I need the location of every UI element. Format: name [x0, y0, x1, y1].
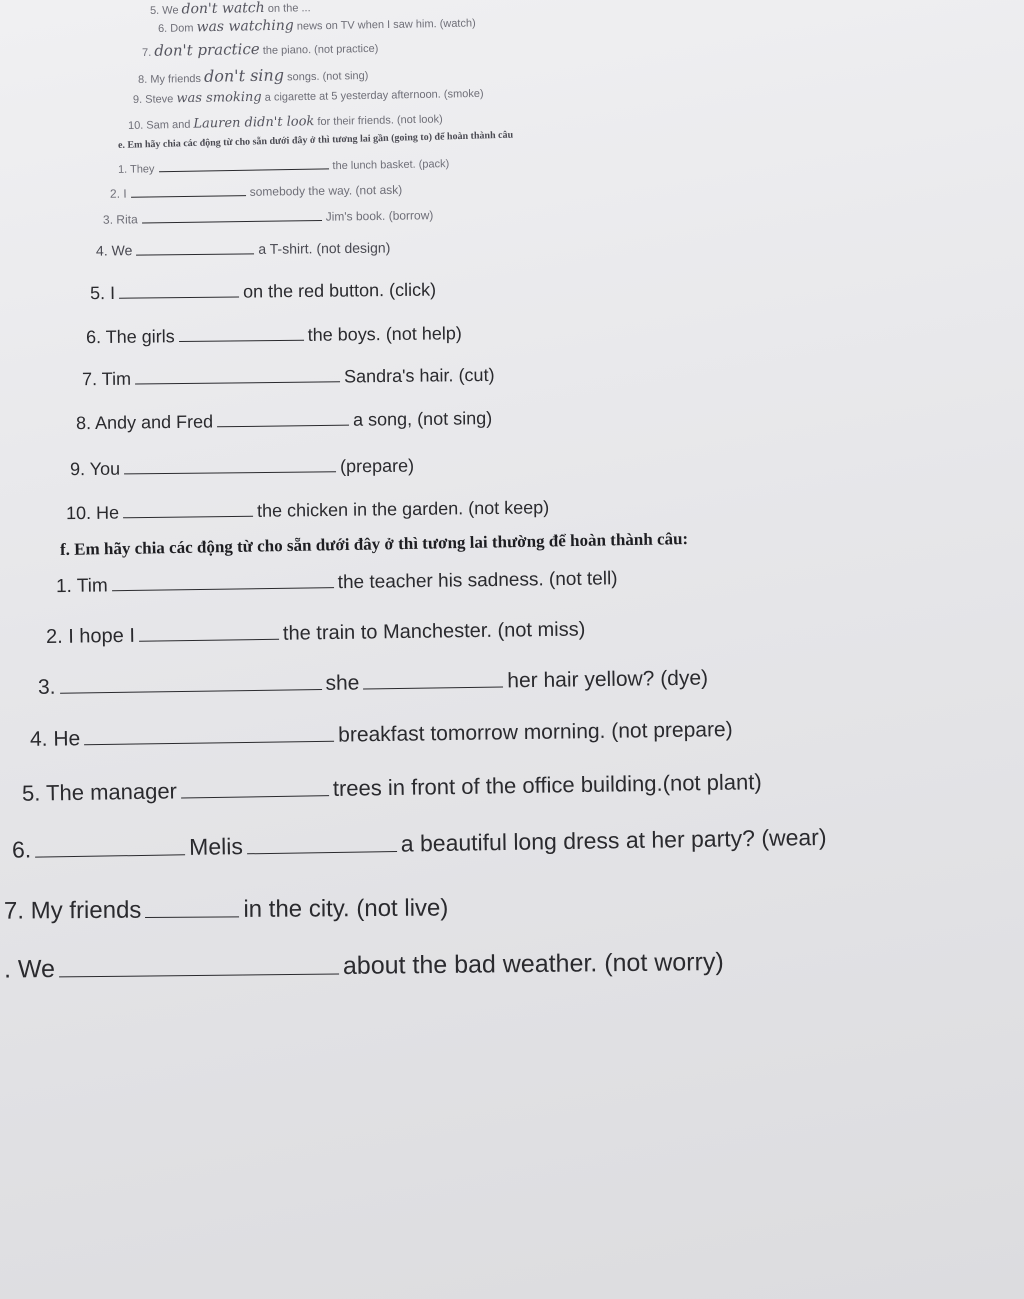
exercise-line: 5. I on the red button. (click)	[89, 279, 437, 304]
exercise-line: 2. I somebody the way. (not ask)	[109, 182, 403, 201]
section-f-heading: f. Em hãy chia các động từ cho sẵn dưới đây ở thì tương lai thường để hoàn thành câu:	[59, 529, 689, 559]
answer-blank	[363, 668, 503, 690]
handwritten-answer: don't watch	[181, 0, 265, 18]
exercise-line: 6. Melis a beautiful long dress at her party? (wear)	[11, 823, 827, 863]
answer-blank	[59, 950, 339, 976]
exercise-line: 2. I hope I the train to Manchester. (not miss)	[45, 618, 586, 648]
exercise-line: 9. Steve was smoking a cigarette at 5 yesterday afternoon. (smoke)	[132, 87, 484, 107]
handwritten-answer: don't practice	[154, 39, 260, 60]
exercise-line: 6. Dom was watching news on TV when I saw him. (watch)	[157, 17, 476, 36]
exercise-line: 8. Andy and Fred a song, (not sing)	[75, 408, 493, 434]
exercise-line: 7. don't practice the piano. (not practice)	[141, 39, 379, 60]
exercise-line: 3. she her hair yellow? (dye)	[37, 666, 709, 699]
section-e-heading: e. Em hãy chia các động từ cho sẵn dưới đây ở thì tương lai gần (going to) để hoàn thành câu	[117, 129, 514, 151]
exercise-line: 7. Tim Sandra's hair. (cut)	[81, 364, 495, 390]
answer-blank	[247, 830, 397, 854]
handwritten-answer: was watching	[196, 17, 294, 36]
exercise-line: 1. Tim the teacher his sadness. (not tell)	[55, 568, 618, 598]
answer-blank	[142, 209, 322, 223]
answer-blank	[181, 775, 329, 798]
answer-blank	[35, 833, 185, 857]
answer-blank	[123, 500, 253, 519]
exercise-line: . We about the bad weather. (not worry)	[3, 947, 724, 984]
answer-blank	[131, 184, 246, 197]
answer-blank	[136, 240, 254, 255]
answer-blank	[119, 280, 239, 298]
exercise-line: 1. They the lunch basket. (pack)	[117, 158, 450, 176]
answer-blank	[112, 570, 334, 591]
answer-blank	[139, 621, 279, 642]
exercise-line: 10. Sam and Lauren didn't look for their friends. (not look)	[127, 113, 443, 132]
exercise-line: 8. My friends don't sing songs. (not sing)	[137, 65, 369, 86]
answer-blank	[84, 722, 334, 745]
answer-blank	[59, 670, 321, 694]
exercise-line: 5. We don't watch on the ...	[149, 0, 311, 18]
answer-blank	[145, 894, 239, 917]
answer-blank	[124, 455, 336, 474]
answer-blank	[179, 324, 304, 342]
answer-blank	[217, 409, 349, 428]
handwritten-answer: Lauren didn't look	[193, 114, 315, 132]
handwritten-answer: was smoking	[176, 89, 262, 107]
exercise-line: 6. The girls the boys. (not help)	[85, 323, 462, 348]
exercise-line: 10. He the chicken in the garden. (not keep)	[65, 497, 550, 524]
exercise-line: 4. He breakfast tomorrow morning. (not prepare)	[29, 718, 733, 751]
exercise-line: 3. Rita Jim's book. (borrow)	[102, 208, 434, 227]
answer-blank	[158, 158, 328, 172]
handwritten-answer: don't sing	[203, 65, 285, 86]
exercise-line: 5. The manager trees in front of the office building.(not plant)	[21, 769, 762, 806]
exercise-line: 7. My friends in the city. (not live)	[3, 894, 449, 925]
answer-blank	[135, 365, 340, 384]
exercise-line: 4. We a T-shirt. (not design)	[95, 239, 391, 259]
exercise-line: 9. You (prepare)	[69, 455, 415, 480]
